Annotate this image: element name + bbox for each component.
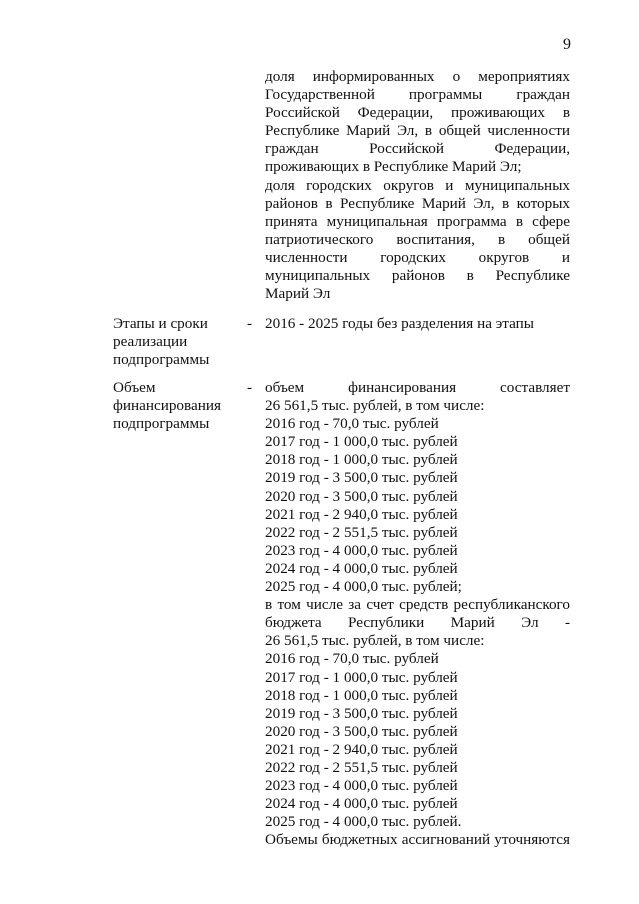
indicators-text-line: районов в Республике Марий Эл, в которых — [265, 194, 570, 212]
stages-value — [265, 315, 570, 333]
stages-label — [113, 315, 253, 369]
financing-value-line: 2020 год - 3 500,0 тыс. рублей — [265, 487, 458, 505]
financing-value-line: объем финансирования составляет — [265, 379, 570, 396]
financing-value-line: в том числе за счет средств республиканского — [265, 596, 570, 614]
financing-label-line: финансирования — [113, 397, 221, 415]
indicators-text-line: доля информированных о мероприятиях — [265, 68, 570, 85]
financing-value-line: 2019 год - 3 500,0 тыс. рублей — [265, 469, 458, 487]
financing-value-line: 2016 год - 70,0 тыс. рублей — [265, 650, 439, 668]
indicators-text-line: Российской Федерации, проживающих в — [265, 104, 570, 122]
financing-value-line: 2024 год - 4 000,0 тыс. рублей — [265, 795, 458, 813]
financing-value — [265, 379, 570, 849]
stages-label-line: подпрограммы — [113, 351, 210, 369]
stages-value-line: 2016 - 2025 годы без разделения на этапы — [265, 315, 534, 332]
financing-dash: - — [247, 379, 253, 396]
indicators-text-line: численности городских округов и — [265, 248, 570, 266]
financing-value-line: 2017 год - 1 000,0 тыс. рублей — [265, 433, 458, 451]
financing-value-line: бюджета Республики Марий Эл - — [265, 614, 570, 632]
financing-value-line: 2023 год - 4 000,0 тыс. рублей — [265, 541, 458, 559]
indicators-text-line: принята муниципальная программа в сфере — [265, 212, 570, 230]
indicators-text-line: патриотического воспитания, в общей — [265, 230, 570, 248]
indicators-text-line: проживающих в Республике Марий Эл; — [265, 158, 522, 176]
stages-label-line: реализации — [113, 333, 188, 351]
financing-value-line: 2016 год - 70,0 тыс. рублей — [265, 415, 439, 433]
financing-label-line: Объем — [113, 379, 156, 396]
indicators-text-line: муниципальных районов в Республике — [265, 267, 570, 285]
financing-value-line: 26 561,5 тыс. рублей, в том числе: — [265, 632, 485, 650]
indicators-text-line: доля городских округов и муниципальных — [265, 176, 570, 194]
financing-value-line: 2019 год - 3 500,0 тыс. рублей — [265, 704, 458, 722]
financing-label-line: подпрограммы — [113, 415, 210, 433]
financing-value-line: 2022 год - 2 551,5 тыс. рублей — [265, 758, 458, 776]
financing-value-line: 2022 год - 2 551,5 тыс. рублей — [265, 523, 458, 541]
financing-value-line: 2018 год - 1 000,0 тыс. рублей — [265, 451, 458, 469]
financing-value-line: 2021 год - 2 940,0 тыс. рублей — [265, 740, 458, 758]
indicators-text-line: Государственной программы граждан — [265, 86, 570, 104]
financing-value-line: 2023 год - 4 000,0 тыс. рублей — [265, 777, 458, 795]
financing-value-line: 2018 год - 1 000,0 тыс. рублей — [265, 686, 458, 704]
indicators-text-line: Марий Эл — [265, 285, 331, 303]
financing-value-line: 2020 год - 3 500,0 тыс. рублей — [265, 722, 458, 740]
financing-value-line: 2024 год - 4 000,0 тыс. рублей — [265, 559, 458, 577]
financing-value-line: 26 561,5 тыс. рублей, в том числе: — [265, 397, 485, 415]
stages-dash: - — [247, 315, 253, 332]
indicators-text-line: Республике Марий Эл, в общей численности — [265, 122, 570, 140]
financing-value-line: 2025 год - 4 000,0 тыс. рублей; — [265, 578, 462, 596]
financing-value-line: 2021 год - 2 940,0 тыс. рублей — [265, 505, 458, 523]
indicators-text-line: граждан Российской Федерации, — [265, 140, 570, 158]
stages-label-line: Этапы и сроки — [113, 315, 208, 332]
page-number: 9 — [563, 36, 571, 53]
financing-value-line: 2025 год - 4 000,0 тыс. рублей. — [265, 813, 462, 831]
financing-value-line: 2017 год - 1 000,0 тыс. рублей — [265, 668, 458, 686]
indicators-continued-text — [265, 68, 570, 303]
financing-label — [113, 379, 253, 433]
financing-value-line: Объемы бюджетных ассигнований уточняются — [265, 831, 570, 849]
